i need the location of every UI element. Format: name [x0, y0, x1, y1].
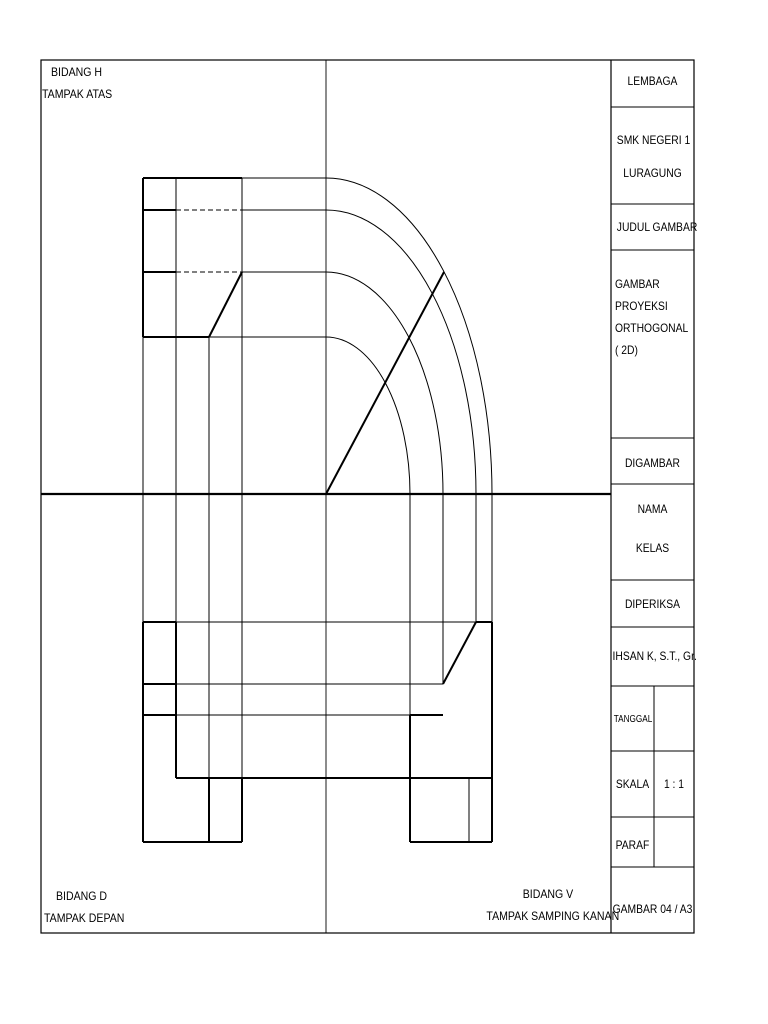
- institution-name-line2: LURAGUNG: [623, 166, 682, 180]
- date-label: TANGGAL: [613, 714, 653, 725]
- institution-header: LEMBAGA: [627, 74, 678, 88]
- scale-value: 1 : 1: [663, 777, 685, 791]
- drawing-title-line1: GAMBAR: [615, 277, 660, 291]
- drawing-title-line2: PROYEKSI: [615, 299, 668, 313]
- side-view: [326, 622, 492, 842]
- top-view: [143, 178, 326, 337]
- projection-lines: [143, 272, 492, 778]
- drawing-title-line3: ORTHOGONAL: [615, 321, 689, 335]
- side-view-label-line2: TAMPAK SAMPING KANAN: [486, 909, 620, 923]
- sheet-border: [41, 60, 698, 933]
- checker-name: IHSAN K, S.T., Gr.: [612, 649, 697, 663]
- side-view-label-line1: BIDANG V: [522, 887, 574, 901]
- checked-header: DIPERIKSA: [624, 597, 681, 611]
- scale-label: SKALA: [615, 777, 650, 791]
- drawing-title-header: JUDUL GAMBAR: [616, 220, 698, 234]
- front-view-label-line2: TAMPAK DEPAN: [44, 911, 125, 925]
- front-view-label-line1: BIDANG D: [56, 889, 108, 903]
- drawing-title-line4: ( 2D): [615, 343, 638, 357]
- top-view-label-line2: TAMPAK ATAS: [42, 87, 113, 101]
- front-view: [143, 622, 326, 842]
- sheet-number: GAMBAR 04 / A3: [612, 902, 693, 916]
- drawn-by-header: DIGAMBAR: [624, 456, 681, 470]
- top-view-label-line1: BIDANG H: [51, 65, 103, 79]
- initial-label: PARAF: [615, 838, 650, 852]
- institution-name-line1: SMK NEGERI 1: [616, 133, 691, 147]
- class-label: KELAS: [635, 541, 670, 555]
- name-label: NAMA: [637, 502, 668, 516]
